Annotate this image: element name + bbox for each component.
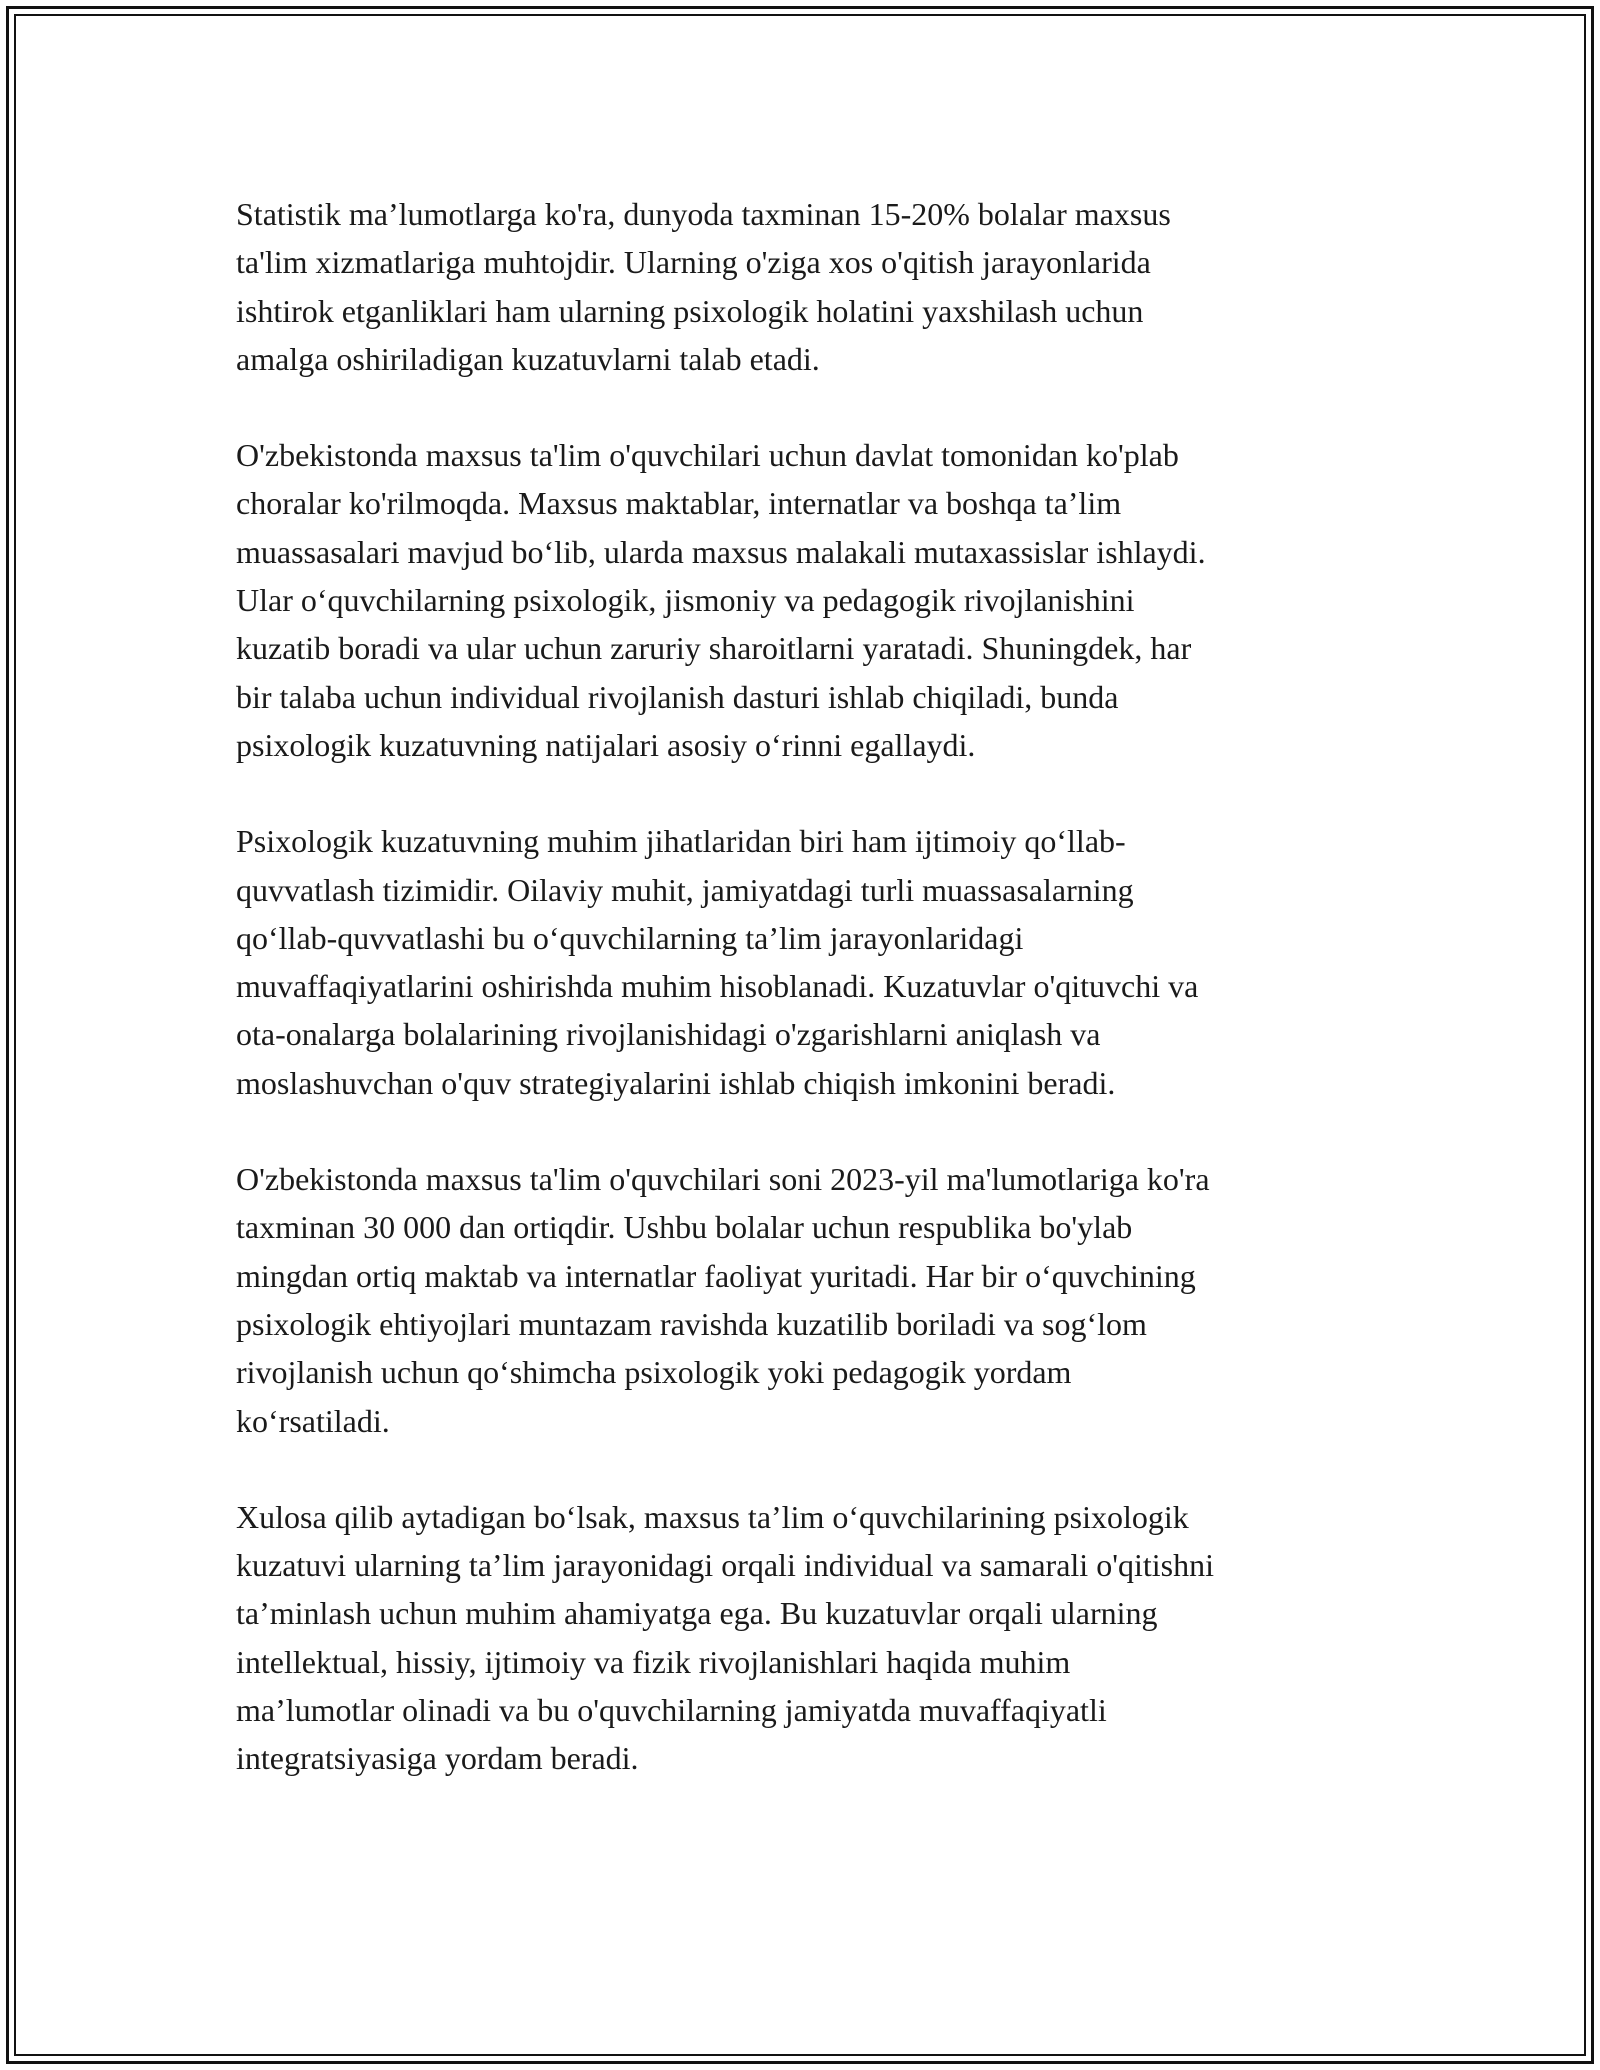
paragraph-social-support bbox=[236, 817, 1366, 1107]
paragraph-line: bir talaba uchun individual rivojlanish dasturi ishlab chiqiladi, bunda bbox=[236, 678, 1119, 715]
paragraph-line: amalga oshiriladigan kuzatuvlarni talab etadi. bbox=[236, 340, 820, 377]
paragraph-line: Psixologik kuzatuvning muhim jihatlaridan biri ham ijtimoiy qo‘llab- bbox=[236, 823, 1126, 860]
paragraph-line: intellektual, hissiy, ijtimoiy va fizik rivojlanishlari haqida muhim bbox=[236, 1643, 1071, 1680]
paragraph-line: taxminan 30 000 dan ortiqdir. Ushbu bolalar uchun respublika bo'ylab bbox=[236, 1209, 1133, 1246]
paragraph-state-measures bbox=[236, 431, 1366, 769]
paragraph-line: ta'lim xizmatlariga muhtojdir. Ularning o'ziga xos o'qitish jarayonlarida bbox=[236, 244, 1151, 281]
paragraph-student-numbers bbox=[236, 1155, 1366, 1445]
paragraph-line: moslashuvchan o'quv strategiyalarini ishlab chiqish imkonini beradi. bbox=[236, 1064, 1116, 1101]
paragraph-line: integratsiyasiga yordam beradi. bbox=[236, 1740, 639, 1777]
paragraph-line: rivojlanish uchun qo‘shimcha psixologik yoki pedagogik yordam bbox=[236, 1354, 1072, 1391]
paragraph-conclusion bbox=[236, 1493, 1366, 1783]
paragraph-line: Ular o‘quvchilarning psixologik, jismoniy va pedagogik rivojlanishini bbox=[236, 582, 1135, 619]
paragraph-line: psixologik kuzatuvning natijalari asosiy o‘rinni egallaydi. bbox=[236, 726, 976, 763]
paragraph-line: O'zbekistonda maxsus ta'lim o'quvchilari soni 2023-yil ma'lumotlariga ko'ra bbox=[236, 1161, 1210, 1198]
paragraph-line: ota-onalarga bolalarining rivojlanishidagi o'zgarishlarni aniqlash va bbox=[236, 1016, 1101, 1053]
paragraph-line: mingdan ortiq maktab va internatlar faoliyat yuritadi. Har bir o‘quvchining bbox=[236, 1257, 1196, 1294]
paragraph-line: kuzatuvi ularning ta’lim jarayonidagi orqali individual va samarali o'qitishni bbox=[236, 1547, 1214, 1584]
paragraph-line: qo‘llab-quvvatlashi bu o‘quvchilarning ta’lim jarayonlaridagi bbox=[236, 919, 1024, 956]
paragraph-line: quvvatlash tizimidir. Oilaviy muhit, jamiyatdagi turli muassasalarning bbox=[236, 871, 1134, 908]
document-body bbox=[236, 190, 1366, 1831]
paragraph-line: psixologik ehtiyojlari muntazam ravishda kuzatilib boriladi va sog‘lom bbox=[236, 1305, 1147, 1342]
paragraph-line: ishtirok etganliklari ham ularning psixologik holatini yaxshilash uchun bbox=[236, 292, 1144, 329]
paragraph-line: Xulosa qilib aytadigan bo‘lsak, maxsus ta’lim o‘quvchilarining psixologik bbox=[236, 1498, 1189, 1535]
paragraph-line: kuzatib boradi va ular uchun zaruriy sharoitlarni yaratadi. Shuningdek, har bbox=[236, 630, 1192, 667]
paragraph-line: O'zbekistonda maxsus ta'lim o'quvchilari uchun davlat tomonidan ko'plab bbox=[236, 437, 1179, 474]
paragraph-line: ma’lumotlar olinadi va bu o'quvchilarning jamiyatda muvaffaqiyatli bbox=[236, 1692, 1107, 1729]
paragraph-line: ta’minlash uchun muhim ahamiyatga ega. Bu kuzatuvlar orqali ularning bbox=[236, 1595, 1158, 1632]
paragraph-line: Statistik ma’lumotlarga ko'ra, dunyoda taxminan 15-20% bolalar maxsus bbox=[236, 196, 1171, 232]
paragraph-line: ko‘rsatiladi. bbox=[236, 1402, 390, 1439]
paragraph-line: choralar ko'rilmoqda. Maxsus maktablar, internatlar va boshqa ta’lim bbox=[236, 485, 1122, 522]
paragraph-statistics bbox=[236, 190, 1366, 383]
paragraph-line: muvaffaqiyatlarini oshirishda muhim hisoblanadi. Kuzatuvlar o'qituvchi va bbox=[236, 968, 1199, 1005]
paragraph-line: muassasalari mavjud bo‘lib, ularda maxsus malakali mutaxassislar ishlaydi. bbox=[236, 533, 1206, 570]
